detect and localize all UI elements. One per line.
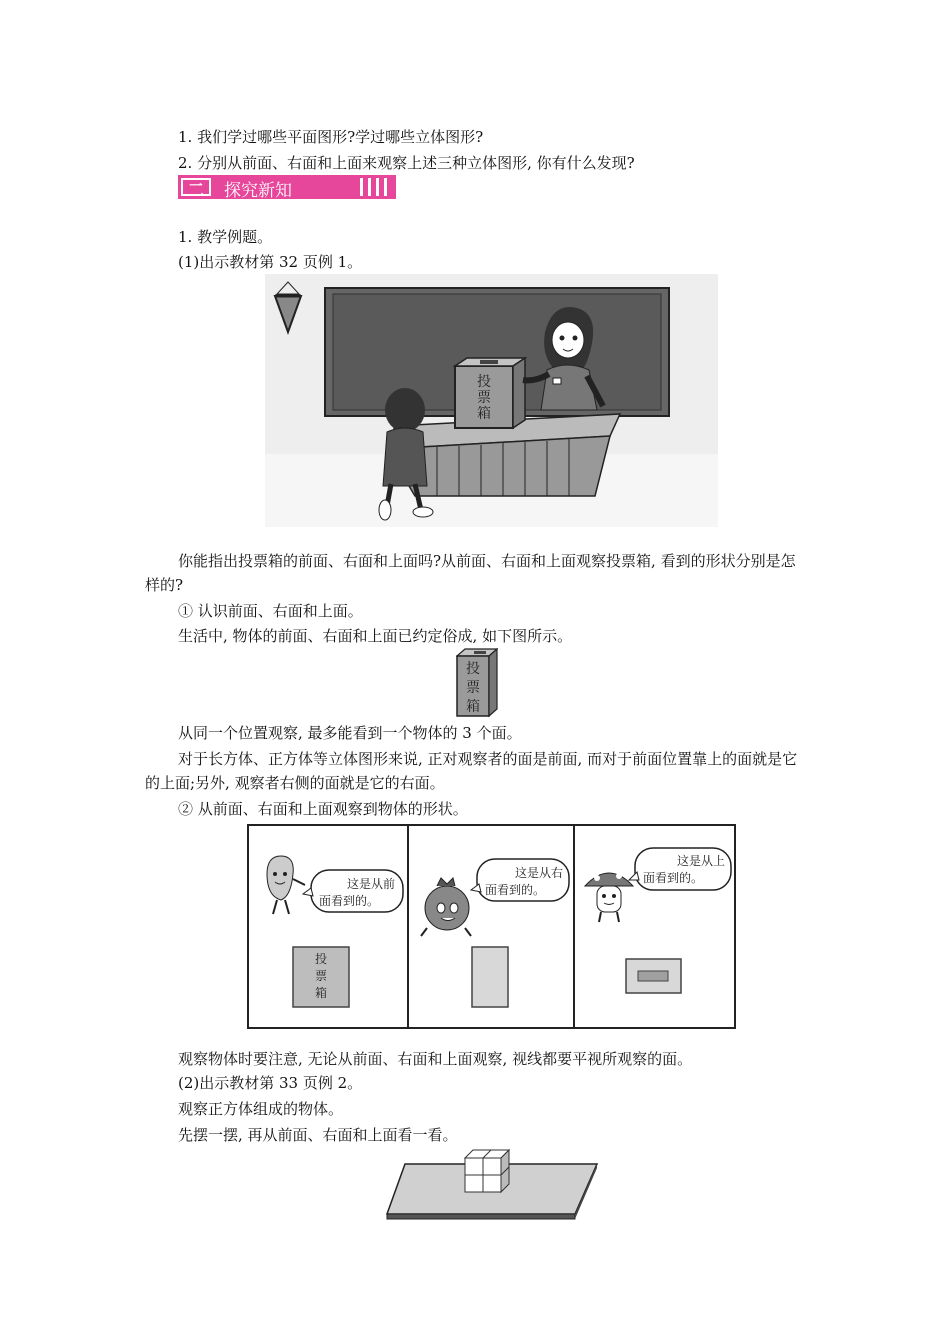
- example-1-line: (1)出示教材第 32 页例 1。: [178, 253, 363, 271]
- front-view-char-3: 箱: [314, 986, 328, 1000]
- bubble-1-line-1: 这是从前: [346, 877, 395, 891]
- section-title: 探究新知: [224, 181, 292, 201]
- ballot-box-char-1: 投: [477, 374, 491, 390]
- convention-text: 生活中, 物体的前面、右面和上面已约定俗成, 如下图所示。: [178, 627, 573, 645]
- three-views-figure: [247, 824, 736, 1030]
- right-view-shape: [472, 947, 508, 1007]
- character-ball-icon: [425, 886, 469, 930]
- item-1-heading: 1. 教学例题。: [178, 228, 273, 246]
- ballot-box-figure-char-2: 票: [466, 680, 480, 696]
- front-view-char-1: 投: [314, 952, 328, 966]
- ballot-box-figure-char-1: 投: [466, 661, 480, 677]
- arrange-instruction: 先摆一摆, 再从前面、右面和上面看一看。: [178, 1126, 458, 1144]
- faces-definition-paragraph: 对于长方体、正方体等立体图形来说, 正对观察者的面是前面, 而对于前面位置靠上的面就是它的上面;另外, 观察者右侧的面就是它的右面。: [145, 750, 798, 792]
- cube-stack-figure: [385, 1144, 600, 1222]
- bubble-1-line-2: 面看到的。: [319, 894, 380, 908]
- bubble-3-line-2: 面看到的。: [643, 871, 704, 885]
- ballot-box-char-3: 箱: [477, 406, 491, 422]
- banner-stripes-decoration: [360, 178, 390, 196]
- step-1-heading: ① 认识前面、右面和上面。: [178, 602, 363, 620]
- bubble-3-line-1: 这是从上: [676, 854, 725, 868]
- bubble-2-line-2: 面看到的。: [485, 883, 546, 897]
- ballot-box-figure: [456, 648, 498, 718]
- intro-question-1: 1. 我们学过哪些平面图形?学过哪些立体图形?: [178, 128, 484, 146]
- question-paragraph: 你能指出投票箱的前面、右面和上面吗?从前面、右面和上面观察投票箱, 看到的形状分别是怎样的?: [145, 552, 796, 594]
- observation-note: 观察物体时要注意, 无论从前面、右面和上面观察, 视线都要平视所观察的面。: [178, 1050, 693, 1068]
- ballot-box-figure-char-3: 箱: [466, 699, 480, 715]
- cube-observation-text: 观察正方体组成的物体。: [178, 1100, 344, 1118]
- section-number-box: [181, 178, 211, 201]
- bubble-2-line-1: 这是从右: [514, 866, 563, 880]
- step-2-heading: ② 从前面、右面和上面观察到物体的形状。: [178, 800, 468, 818]
- intro-question-2: 2. 分别从前面、右面和上面来观察上述三种立体图形, 你有什么发现?: [178, 154, 635, 172]
- example-2-line: (2)出示教材第 33 页例 2。: [178, 1074, 363, 1092]
- front-view-char-2: 票: [314, 969, 328, 983]
- section-number: 二: [187, 181, 205, 201]
- classroom-illustration: [265, 274, 718, 527]
- max-faces-text: 从同一个位置观察, 最多能看到一个物体的 3 个面。: [178, 724, 522, 742]
- section-banner: [178, 175, 396, 199]
- ballot-box-char-2: 票: [477, 390, 491, 406]
